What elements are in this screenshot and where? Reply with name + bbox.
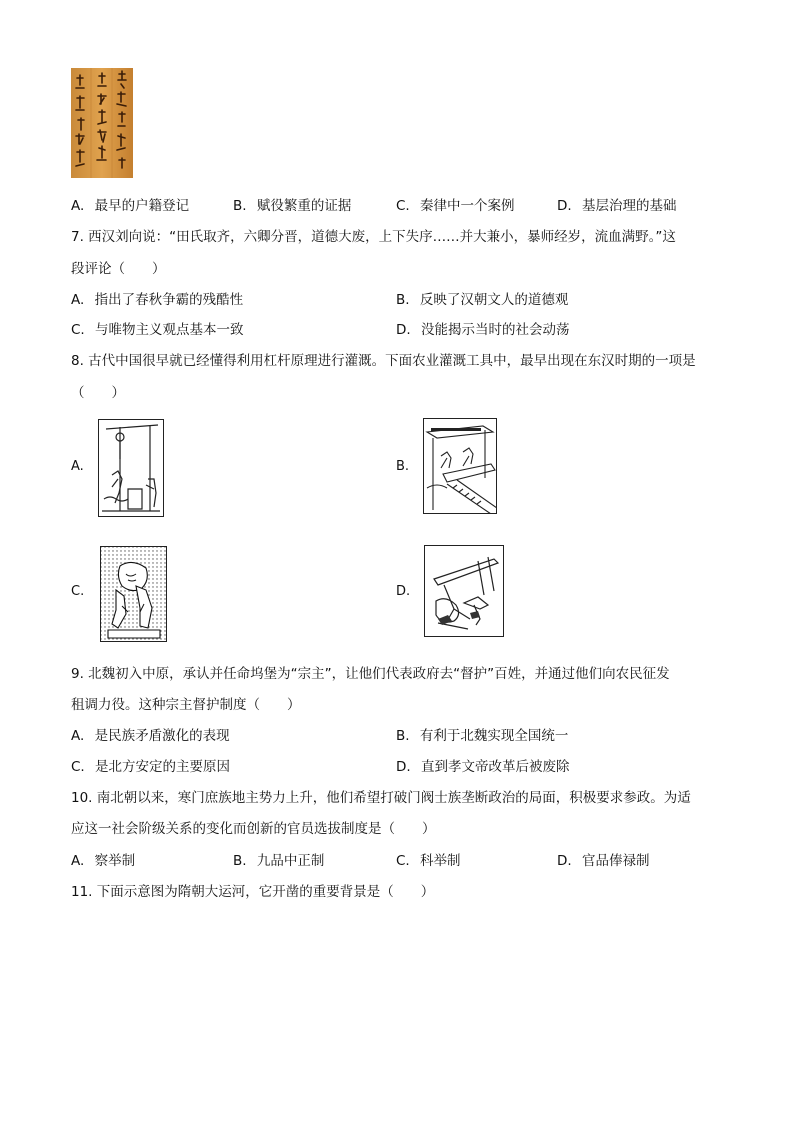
- q10-option-d-text: 官品俸禄制: [581, 853, 650, 869]
- q9-stem-line2: 租调力役。这种宗主督护制度（ ）: [71, 697, 301, 713]
- q6-option-c-letter: C.: [396, 198, 410, 214]
- q6-option-d-letter: D.: [557, 198, 572, 214]
- q7-option-b-text: 反映了汉朝文人的道德观: [419, 292, 569, 308]
- q8-stem-line2: （ ）: [71, 385, 125, 401]
- q9-stem-line1: 9. 北魏初入中原，承认并任命坞堡为“宗主”，让他们代表政府去“督护”百姓，并通过他们向农民征发: [71, 666, 670, 682]
- q7-option-d[interactable]: [396, 318, 569, 338]
- q9-option-d[interactable]: [396, 755, 569, 775]
- q11-stem-line1: 11. 下面示意图为隋朝大运河，它开凿的重要背景是（ ）: [71, 884, 435, 900]
- q6-option-a-text: 最早的户籍登记: [94, 198, 190, 214]
- q7-stem-line2: 段评论（ ）: [71, 261, 166, 277]
- q8-stem-line1: 8. 古代中国很早就已经懂得利用杠杆原理进行灌溉。下面农业灌溉工具中，最早出现在东汉时期的一项是: [71, 353, 696, 369]
- q8-option-b-letter[interactable]: B.: [396, 459, 410, 474]
- q8-option-c-letter[interactable]: C.: [71, 584, 85, 599]
- q8-option-c-image[interactable]: [100, 546, 167, 642]
- q10-option-c-text: 科举制: [420, 853, 461, 869]
- q10-option-c-letter: C.: [396, 853, 410, 869]
- q10-option-b[interactable]: [233, 849, 324, 869]
- q6-option-c[interactable]: [396, 194, 515, 214]
- q8-option-d-image[interactable]: [424, 545, 504, 637]
- q9-option-a-letter: A.: [71, 728, 85, 744]
- q7-option-c[interactable]: [71, 318, 244, 338]
- q6-option-b-letter: B.: [233, 198, 247, 214]
- q6-option-d-text: 基层治理的基础: [581, 198, 677, 214]
- q6-option-c-text: 秦律中一个案例: [420, 198, 515, 214]
- q9-option-c-text: 是北方安定的主要原因: [95, 759, 231, 775]
- q6-option-d[interactable]: [557, 194, 676, 214]
- q7-option-c-text: 与唯物主义观点基本一致: [95, 322, 244, 338]
- q7-option-a-letter: A.: [71, 292, 85, 308]
- q7-option-b[interactable]: [396, 288, 568, 308]
- q9-option-b-letter: B.: [396, 728, 410, 744]
- q10-stem-line1: 10. 南北朝以来，寒门庶族地主势力上升，他们希望打破门阀士族垄断政治的局面，积极要求参政。为适: [71, 790, 691, 806]
- q7-option-a-text: 指出了春秋争霸的残酷性: [94, 292, 244, 308]
- q10-option-a-text: 察举制: [94, 853, 136, 869]
- q8-option-a-letter[interactable]: A.: [71, 459, 84, 474]
- q7-option-a[interactable]: [71, 288, 243, 308]
- q8-option-d-letter[interactable]: D.: [396, 584, 411, 599]
- q9-option-d-letter: D.: [396, 759, 411, 775]
- q7-option-b-letter: B.: [396, 292, 410, 308]
- q10-option-d-letter: D.: [557, 853, 572, 869]
- bamboo-slip-image: [71, 68, 133, 178]
- q6-option-b[interactable]: [233, 194, 351, 214]
- q7-option-d-letter: D.: [396, 322, 411, 338]
- q10-option-c[interactable]: [396, 849, 461, 869]
- q10-option-a[interactable]: [71, 849, 135, 869]
- q10-option-d[interactable]: [557, 849, 649, 869]
- q8-option-b-image[interactable]: [423, 418, 497, 514]
- q9-option-a[interactable]: [71, 724, 230, 744]
- q6-option-a[interactable]: [71, 194, 189, 214]
- q9-option-a-text: 是民族矛盾激化的表现: [94, 728, 230, 744]
- q7-stem-line1: 7. 西汉刘向说：“田氏取齐，六卿分晋，道德大废，上下失序……并大兼小，暴师经岁，流血满野。”这: [71, 229, 676, 245]
- q10-option-b-text: 九品中正制: [256, 853, 325, 869]
- q10-stem-line2: 应这一社会阶级关系的变化而创新的官员选拔制度是（ ）: [71, 821, 436, 837]
- q10-option-a-letter: A.: [71, 853, 85, 869]
- q8-option-a-image[interactable]: [98, 419, 164, 517]
- q9-option-d-text: 直到孝文帝改革后被废除: [420, 759, 570, 775]
- q6-option-b-text: 赋役繁重的证据: [256, 198, 352, 214]
- q10-option-b-letter: B.: [233, 853, 247, 869]
- q9-option-c-letter: C.: [71, 759, 85, 775]
- q9-option-b-text: 有利于北魏实现全国统一: [419, 728, 569, 744]
- q9-option-b[interactable]: [396, 724, 568, 744]
- q7-option-d-text: 没能揭示当时的社会动荡: [420, 322, 570, 338]
- q6-option-a-letter: A.: [71, 198, 85, 214]
- q9-option-c[interactable]: [71, 755, 230, 775]
- q7-option-c-letter: C.: [71, 322, 85, 338]
